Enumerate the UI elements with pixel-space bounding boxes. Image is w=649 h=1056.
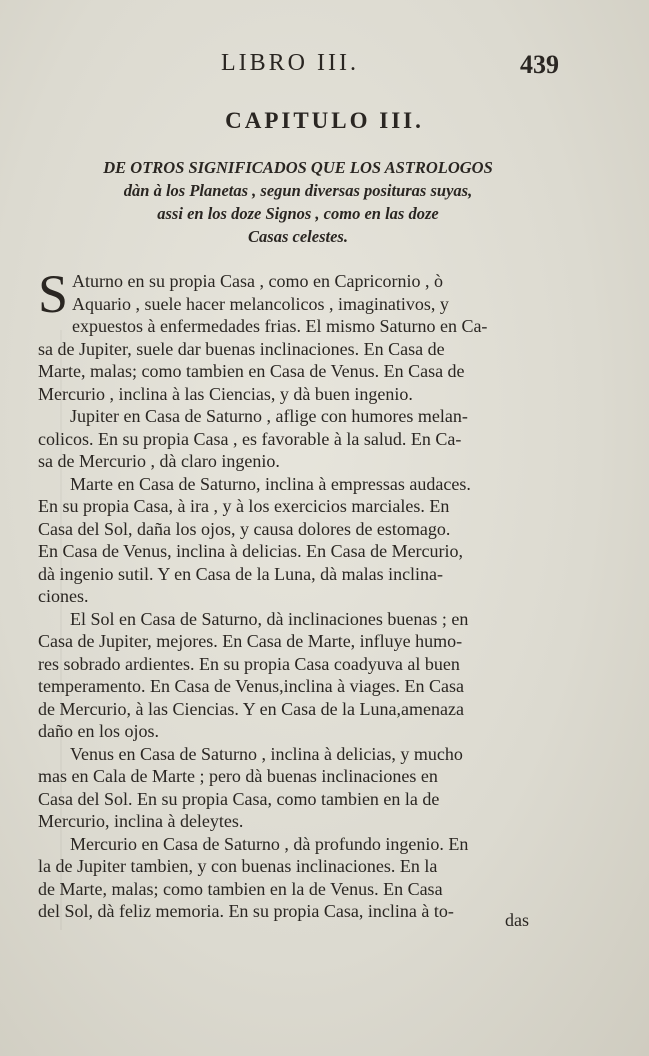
page-number: 439	[520, 50, 559, 79]
text-line: del Sol, dà feliz memoria. En su propia Casa, inclina à to-	[38, 901, 454, 921]
paragraph-sol	[38, 608, 553, 743]
text-line: Mercurio en Casa de Saturno , dà profundo ingenio. En	[70, 833, 469, 854]
text-line: El Sol en Casa de Saturno, dà inclinaciones buenas ; en	[70, 608, 469, 629]
text-line: Marte, malas; como tambien en Casa de Venus. En Casa de	[38, 361, 465, 381]
book-label: LIBRO III.	[221, 50, 359, 76]
text-line: dà ingenio sutil. Y en Casa de la Luna, dà malas inclina-	[38, 563, 444, 584]
drop-cap: S	[38, 264, 69, 324]
text-line: Mercurio , inclina à las Ciencias, y dà buen ingenio.	[38, 383, 413, 404]
text-line: Aquario , suele hacer melancolicos , imaginativos, y	[72, 293, 449, 314]
paragraph-venus	[38, 743, 553, 833]
text-line: ciones.	[38, 586, 89, 606]
paragraph-saturno	[38, 264, 553, 405]
text-line: sa de Jupiter, suele dar buenas inclinaciones. En Casa de	[38, 338, 445, 359]
text-line: Jupiter en Casa de Saturno , aflige con humores melan-	[70, 406, 468, 426]
text-line: daño en los ojos.	[38, 721, 159, 741]
paragraph-marte	[38, 473, 553, 608]
paragraph-mercurio	[38, 833, 553, 923]
text-line: Casa del Sol, daña los ojos, y causa dolores de estomago.	[38, 518, 451, 539]
text-line: En Casa de Venus, inclina à delicias. En Casa de Mercurio,	[38, 541, 464, 561]
body-text	[38, 264, 553, 923]
text-line: temperamento. En Casa de Venus,inclina à viages. En Casa	[38, 676, 465, 696]
text-line: expuestos à enfermedades frias. El mismo Saturno en Ca-	[72, 316, 488, 336]
catchword: das	[505, 910, 529, 930]
text-line: mas en Cala de Marte ; pero dà buenas inclinaciones en	[38, 766, 438, 786]
text-line: Marte en Casa de Saturno, inclina à empressas audaces.	[70, 473, 471, 494]
heading-line: Casas celestes.	[248, 227, 348, 246]
paragraph-jupiter	[38, 405, 553, 473]
text-line: Casa del Sol. En su propia Casa, como tambien en la de	[38, 788, 440, 809]
text-line: Venus en Casa de Saturno , inclina à delicias, y mucho	[70, 743, 463, 764]
chapter-heading	[38, 156, 558, 248]
text-line: de Mercurio, à las Ciencias. Y en Casa de la Luna,amenaza	[38, 698, 464, 719]
text-line: res sobrado ardientes. En su propia Casa coadyuva al buen	[38, 653, 460, 674]
chapter-title: CAPITULO III.	[225, 108, 424, 133]
text-line: En su propia Casa, à ira , y à los exercicios marciales. En	[38, 496, 450, 516]
text-line: de Marte, malas; como tambien en la de Venus. En Casa	[38, 878, 443, 899]
text-line: colicos. En su propia Casa , es favorable à la salud. En Ca-	[38, 428, 462, 449]
heading-line: assi en los doze Signos , como en las doze	[157, 204, 439, 223]
text-line: Casa de Jupiter, mejores. En Casa de Marte, influye humo-	[38, 631, 463, 651]
text-line: Aturno en su propia Casa , como en Capricornio , ò	[72, 271, 443, 291]
running-head	[0, 50, 649, 86]
text-line: la de Jupiter tambien, y con buenas inclinaciones. En la	[38, 856, 438, 876]
heading-line: dàn à los Planetas , segun diversas posituras suyas,	[123, 181, 473, 200]
text-line: Mercurio, inclina à deleytes.	[38, 811, 244, 831]
heading-line: DE OTROS SIGNIFICADOS QUE LOS ASTROLOGOS	[103, 158, 493, 177]
text-line: sa de Mercurio , dà claro ingenio.	[38, 451, 280, 471]
